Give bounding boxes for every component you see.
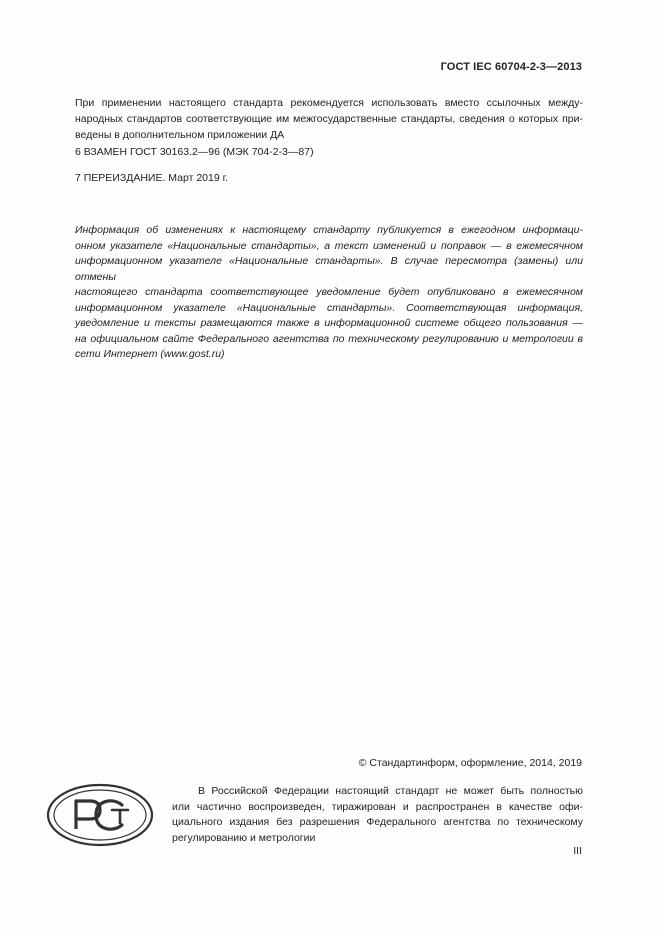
gost-r-certification-mark-icon	[46, 783, 154, 847]
intro-line: народных стандартов соответствующие им межгосударственные стандарты, сведения о которых при-	[75, 113, 583, 125]
item-7-reissue: 7 ПЕРЕИЗДАНИЕ. Март 2019 г.	[75, 172, 229, 184]
info-line: настоящего стандарта соответствующее уведомление будет опубликовано в ежемесячном	[75, 286, 583, 298]
info-line: информационном указателе «Национальные стандарты». В случае пересмотра (замены) или отмены	[75, 255, 583, 283]
info-line: сети Интернет (www.gost.ru)	[75, 348, 225, 360]
intro-line: При применении настоящего стандарта рекомендуется использовать вместо ссылочных между-	[75, 97, 583, 109]
notice-line: или частично воспроизведен, тиражирован и распространен в качестве офи-	[172, 800, 583, 813]
amendments-info-paragraph	[75, 223, 583, 363]
info-line: на официальном сайте Федерального агентства по техническому регулированию и метрологии в	[75, 332, 583, 345]
notice-line: циального издания без разрешения Федерального агентства по техническому	[172, 816, 583, 828]
notice-line: В Российской Федерации настоящий стандарт не может быть полностью	[198, 785, 583, 797]
intro-paragraph	[75, 95, 583, 143]
page-number: III	[573, 845, 582, 857]
item-6-replaces: 6 ВЗАМЕН ГОСТ 30163.2—96 (МЭК 704-2-3—87)	[75, 146, 314, 158]
reproduction-notice	[172, 784, 583, 846]
info-line: информационном указателе «Национальные стандарты». Соответствующая информация,	[75, 301, 583, 314]
notice-line: регулированию и метрологии	[172, 831, 316, 844]
copyright-line: © Стандартинформ, оформление, 2014, 2019	[358, 757, 582, 769]
info-line: онном указателе «Национальные стандарты», а текст изменений и поправок — в ежемесячном	[75, 239, 583, 252]
info-line: уведомление и тексты размещаются также в информационной системе общего пользования —	[75, 317, 583, 329]
intro-line: ведены в дополнительном приложении ДА	[75, 129, 285, 141]
info-line: Информация об изменениях к настоящему стандарту публикуется в ежегодном информаци-	[75, 224, 583, 236]
document-code-header: ГОСТ IEC 60704-2-3—2013	[440, 61, 582, 73]
